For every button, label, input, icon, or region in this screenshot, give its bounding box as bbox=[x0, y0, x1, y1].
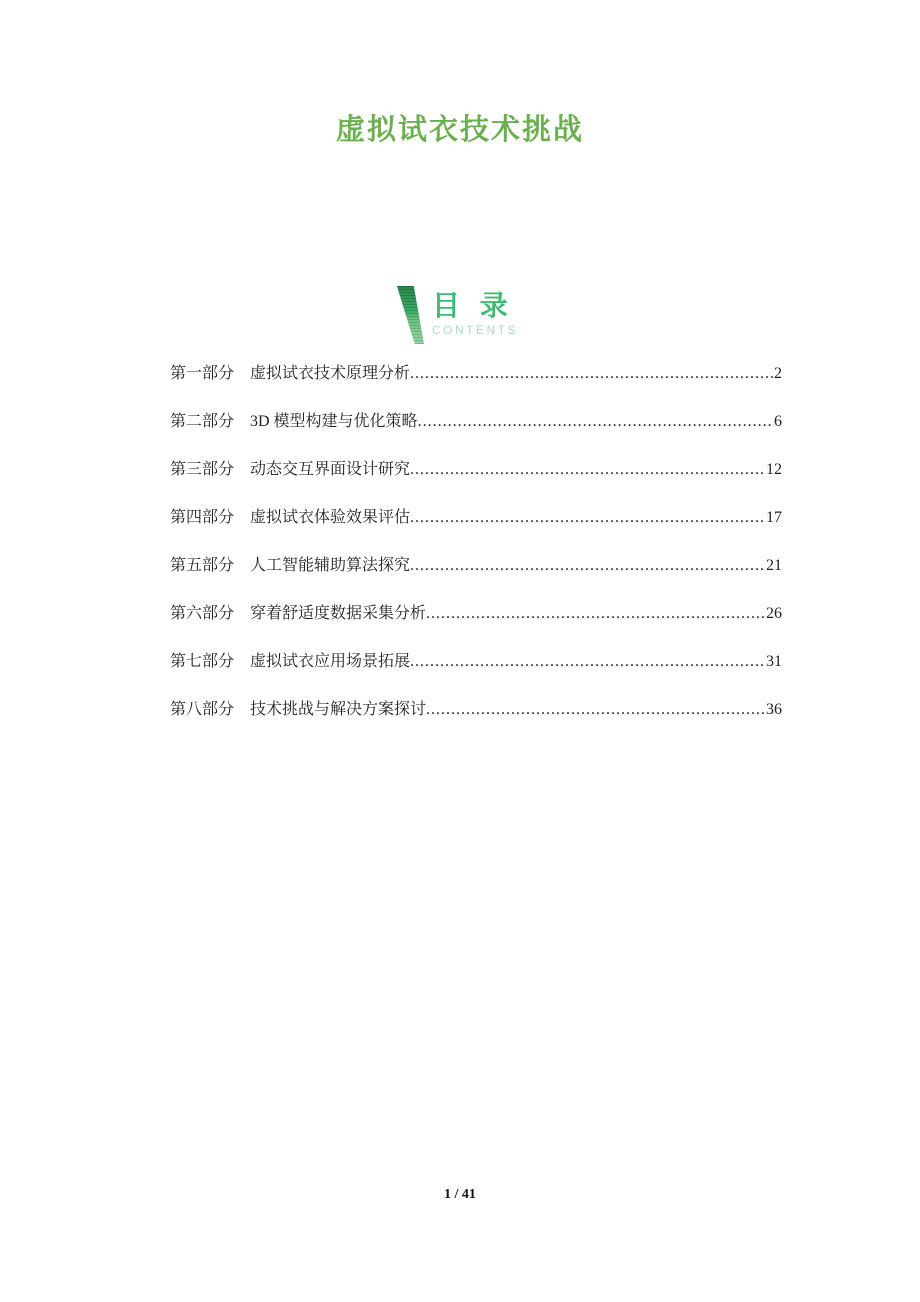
toc-entry[interactable] bbox=[170, 447, 782, 495]
toc-entry-title: 虚拟试衣应用场景拓展 bbox=[250, 653, 411, 670]
toc-entry[interactable] bbox=[170, 351, 782, 399]
toc-entry-page: 26 bbox=[766, 605, 782, 622]
toc-entry[interactable] bbox=[170, 495, 782, 543]
toc-entry-label: 第七部分 bbox=[170, 653, 235, 670]
toc-entry-page: 21 bbox=[766, 557, 782, 574]
dot-leader bbox=[410, 556, 766, 575]
toc-heading: 目 录 bbox=[432, 290, 514, 321]
toc-entry-label: 第六部分 bbox=[170, 605, 235, 622]
document-title: 虚拟试衣技术挑战 bbox=[335, 114, 584, 146]
toc-entry-label: 第五部分 bbox=[170, 557, 235, 574]
toc-entry[interactable] bbox=[170, 399, 782, 447]
dot-leader bbox=[426, 604, 766, 623]
toc-entry-page: 12 bbox=[766, 461, 782, 478]
toc-entry-title: 人工智能辅助算法探究 bbox=[250, 557, 411, 574]
toc-entry-title: 技术挑战与解决方案探讨 bbox=[250, 701, 427, 718]
toc-entry-label: 第四部分 bbox=[170, 509, 235, 526]
toc-entry[interactable] bbox=[170, 639, 782, 687]
dot-leader bbox=[418, 412, 774, 431]
toc-entry-page: 36 bbox=[766, 701, 782, 718]
toc-entry-label: 第八部分 bbox=[170, 701, 235, 718]
toc-subheading: CONTENTS bbox=[432, 323, 518, 337]
toc-entry-title: 虚拟试衣体验效果评估 bbox=[250, 509, 411, 526]
toc-entry[interactable] bbox=[170, 591, 782, 639]
toc-entry-title: 穿着舒适度数据采集分析 bbox=[250, 605, 427, 622]
page-number-indicator: 1 / 41 bbox=[444, 1187, 476, 1202]
toc-entry-page: 2 bbox=[774, 365, 782, 382]
toc-list bbox=[170, 351, 782, 735]
toc-heading-block bbox=[432, 291, 518, 337]
toc-entry-title: 3D 模型构建与优化策略 bbox=[250, 413, 418, 430]
dot-leader bbox=[410, 652, 766, 671]
toc-entry-label: 第三部分 bbox=[170, 461, 235, 478]
dot-leader bbox=[410, 460, 766, 479]
toc-entry[interactable] bbox=[170, 543, 782, 591]
dot-leader bbox=[410, 364, 774, 383]
toc-entry-label: 第二部分 bbox=[170, 413, 235, 430]
dot-leader bbox=[410, 508, 766, 527]
toc-entry-title: 动态交互界面设计研究 bbox=[250, 461, 411, 478]
toc-header bbox=[0, 286, 920, 344]
toc-entry-title: 虚拟试衣技术原理分析 bbox=[250, 365, 411, 382]
toc-entry-page: 31 bbox=[766, 653, 782, 670]
toc-entry-page: 17 bbox=[766, 509, 782, 526]
ribbon-brush-icon bbox=[397, 286, 424, 344]
toc-entry-label: 第一部分 bbox=[170, 365, 235, 382]
toc-entry-page: 6 bbox=[774, 413, 782, 430]
toc-entry[interactable] bbox=[170, 687, 782, 735]
dot-leader bbox=[426, 700, 766, 719]
